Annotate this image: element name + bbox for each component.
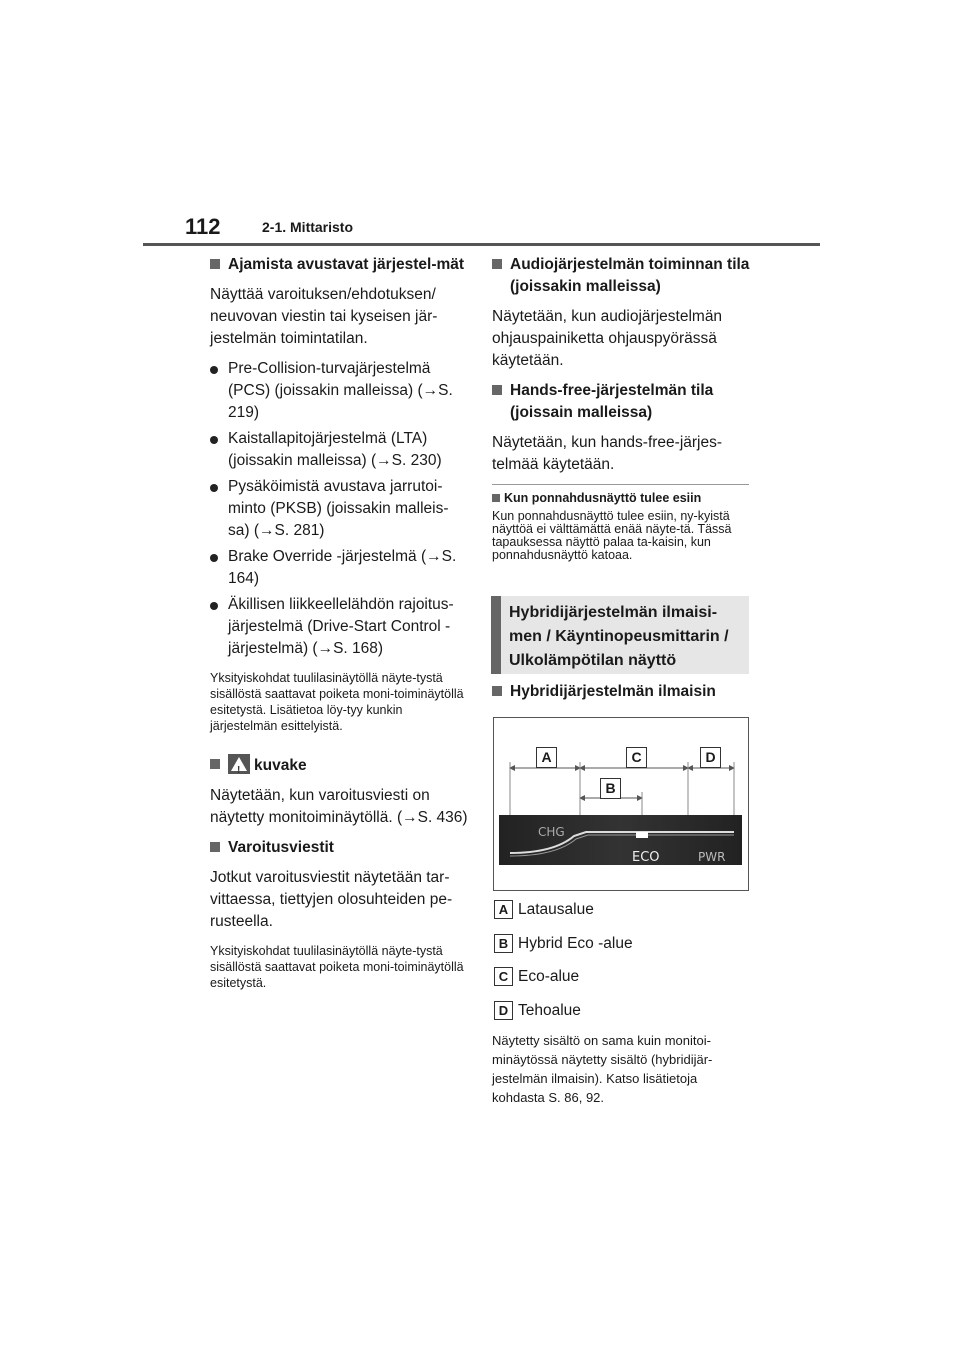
page-number: 112 [185, 214, 221, 239]
pwr-label: PWR [698, 850, 726, 864]
heading-warnings: Varoitusviestit [210, 837, 468, 859]
label-a: A [536, 747, 557, 768]
heading-driving-assist: Ajamista avustavat järjestel-mät [210, 254, 468, 276]
legend-item: A Latausalue [494, 899, 594, 921]
popup-note [492, 490, 749, 562]
hybrid-indicator-diagram [494, 718, 748, 890]
list-item: Kaistallapitojärjestelmä (LTA) (joissakin malleissa) (→S. 230) [210, 428, 468, 472]
legend-item: B Hybrid Eco -alue [494, 933, 633, 955]
list-item: Pre-Collision-turvajärjestelmä (PCS) (joissakin malleissa) (→S. 219) [210, 358, 468, 424]
paragraph: Jotkut varoitusviestit näytetään tar-vittaessa, tiettyjen olosuhteiden pe-rusteella. [210, 869, 453, 930]
right-column [492, 254, 750, 476]
paragraph: Näytetään, kun hands-free-järjes-telmää käytetään. [492, 434, 723, 473]
note: Yksityiskohdat tuulilasinäytöllä näyte-tystä sisällöstä saattavat poiketa moni-toiminäytöllä esitetystä. Lisätietoa löy-tyy kunkin järjestelmän esittelyistä. [210, 671, 464, 733]
paragraph: Näytetään, kun audiojärjestelmän ohjauspainiketta ohjauspyörässä käytetään. [492, 308, 723, 369]
label-b: B [600, 778, 621, 799]
legend-item: C Eco-alue [494, 966, 579, 988]
left-column [210, 254, 468, 991]
list-item: Brake Override -järjestelmä (→S. 164) [210, 546, 468, 590]
note: Kun ponnahdusnäyttö tulee esiin, ny-kyistä näyttöä ei välttämättä enää näyte-tä. Tässä tapauksessa näyttö palaa ta-kaisin, kun ponnahdusnäyttö katoaa. [492, 509, 732, 562]
label-d: D [700, 747, 721, 768]
header-rule [143, 243, 820, 246]
list-item: Pysäköimistä avustava jarrutoi-minto (PKSB) (joissakin malleis-sa) (→S. 281) [210, 476, 468, 542]
paragraph: Näyttää varoituksen/ehdotuksen/ neuvovan viestin tai kyseisen jär-jestelmän toimintatilan. [210, 286, 438, 347]
section-title: 2-1. Mittaristo [262, 219, 354, 235]
heading-audio: Audiojärjestelmän toiminnan tila (joissakin malleissa) [492, 254, 750, 298]
label-c: C [626, 747, 647, 768]
divider [492, 484, 749, 485]
warning-icon: ! [228, 754, 250, 774]
legend-item: D Tehoalue [494, 1000, 581, 1022]
note: Yksityiskohdat tuulilasinäytöllä näyte-tystä sisällöstä saattavat poiketa moni-toiminäytöllä esitetystä. [210, 944, 464, 990]
note: Näytetty sisältö on sama kuin monitoi-minäytössä näytetty sisältö (hybridijär-jestelmän ilmaisin). Katso lisätietoja kohdasta S. 86, 92. [492, 1033, 713, 1105]
paragraph: Näytetään, kun varoitusviesti on näytetty monitoiminäytöllä. (→S. 436) [210, 787, 468, 826]
chg-label: CHG [538, 825, 565, 839]
heading-handsfree: Hands-free-järjestelmän tila (joissain malleissa) [492, 380, 750, 424]
heading-icon: ! kuvake [210, 754, 468, 777]
hybrid-indicator-figure [493, 717, 749, 891]
list-item: Äkillisen liikkeellelähdön rajoitus-järjestelmä (Drive-Start Control -järjestelmä) (→S. 168) [210, 594, 468, 660]
section-box-title: Hybridijärjestelmän ilmaisi-men / Käyntinopeusmittarin / Ulkolämpötilan näyttö [491, 596, 749, 674]
heading-hybrid-indicator: Hybridijärjestelmän ilmaisin [492, 681, 768, 703]
eco-label: ECO [632, 850, 660, 865]
subheading: Kun ponnahdusnäyttö tulee esiin [492, 490, 749, 506]
